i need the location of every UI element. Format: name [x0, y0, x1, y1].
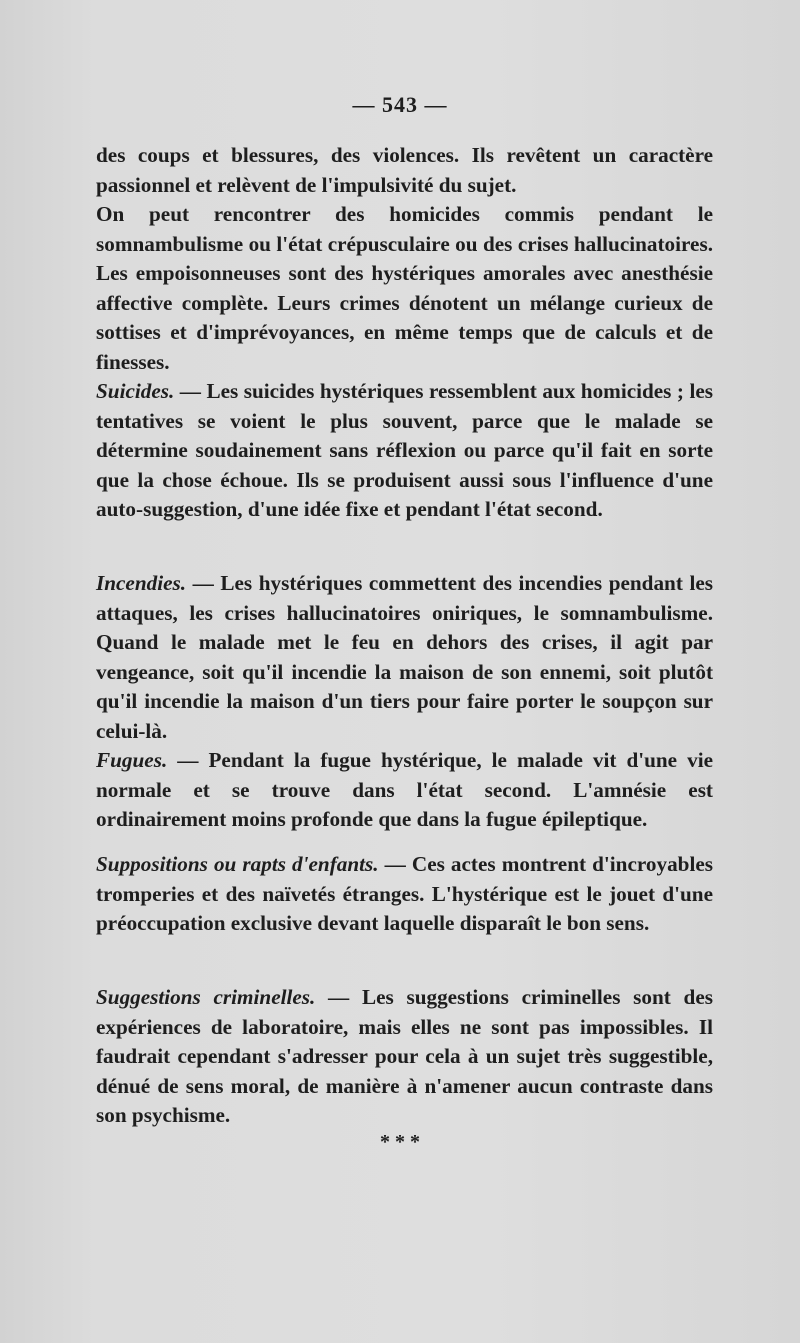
paragraph-text: — Pendant la fugue hystérique, le malade vit d'une vie normale et se trouve dans l'état second. L'amnésie est ordinairement moins profonde que dans la fugue épileptique. [96, 748, 713, 832]
paragraph-body [96, 200, 713, 378]
paragraph-2 [96, 200, 713, 378]
paragraph-1 [96, 141, 713, 200]
paragraph-text: — Ces actes montrent d'incroyables tromperies et des naïvetés étranges. L'hystérique est le jouet d'une préoccupation exclusive devant laquelle disparaît le bon sens. [96, 852, 713, 936]
paragraph-suppositions [96, 850, 713, 939]
paragraph-text: — Les suicides hystériques ressemblent aux homicides ; les tentatives se voient le plus souvent, parce que le malade se détermine soudainement sans réflexion ou parce qu'il fait en sorte que la chose échoue. Ils se produisent aussi sous l'influence d'une auto-suggestion, d'une idée fixe et pendant l'état second. [96, 379, 713, 522]
section-heading: Incendies. [96, 571, 187, 595]
paragraph-body [96, 746, 713, 835]
paragraph-fugues [96, 746, 713, 835]
paragraph-body [96, 377, 713, 525]
section-heading: Suicides. [96, 379, 175, 403]
paragraph-body [96, 850, 713, 939]
paragraph-text: des coups et blessures, des violences. Ils revêtent un caractère passionnel et relèvent de l'impulsivité du sujet. [96, 143, 713, 197]
paragraph-incendies [96, 569, 713, 747]
paragraph-suicides [96, 377, 713, 525]
section-heading: Suggestions criminelles. [96, 985, 316, 1009]
section-heading: Suppositions ou rapts d'enfants. [96, 852, 379, 876]
asterism-ornament: * * * [380, 1131, 420, 1153]
paragraph-body [96, 983, 713, 1131]
section-heading: Fugues. [96, 748, 168, 772]
paragraph-text: — Les suggestions criminelles sont des expériences de laboratoire, mais elles ne sont pas impossibles. Il faudrait cependant s'adresser pour cela à un sujet très suggestible, dénué de sens moral, de manière à n'amener aucun contraste dans son psychisme. [96, 985, 713, 1128]
paragraph-suggestions [96, 983, 713, 1131]
paragraph-body [96, 569, 713, 747]
page-number: — 543 — [352, 92, 448, 117]
paragraph-text: On peut rencontrer des homicides commis pendant le somnambulisme ou l'état crépusculaire ou des crises hallucinatoires. Les empoisonneuses sont des hystériques amorales avec anesthésie affective complète. Leurs crimes dénotent un mélange curieux de sottises et d'imprévoyances, en même temps que de calculs et de finesses. [96, 202, 713, 374]
paragraph-text: — Les hystériques commettent des incendies pendant les attaques, les crises hallucinatoires oniriques, le somnambulisme. Quand le malade met le feu en dehors des crises, il agit par vengeance, soit qu'il incendie la maison de son ennemi, soit plutôt qu'il incendie la maison d'un tiers pour faire porter le soupçon sur celui-là. [96, 571, 713, 743]
